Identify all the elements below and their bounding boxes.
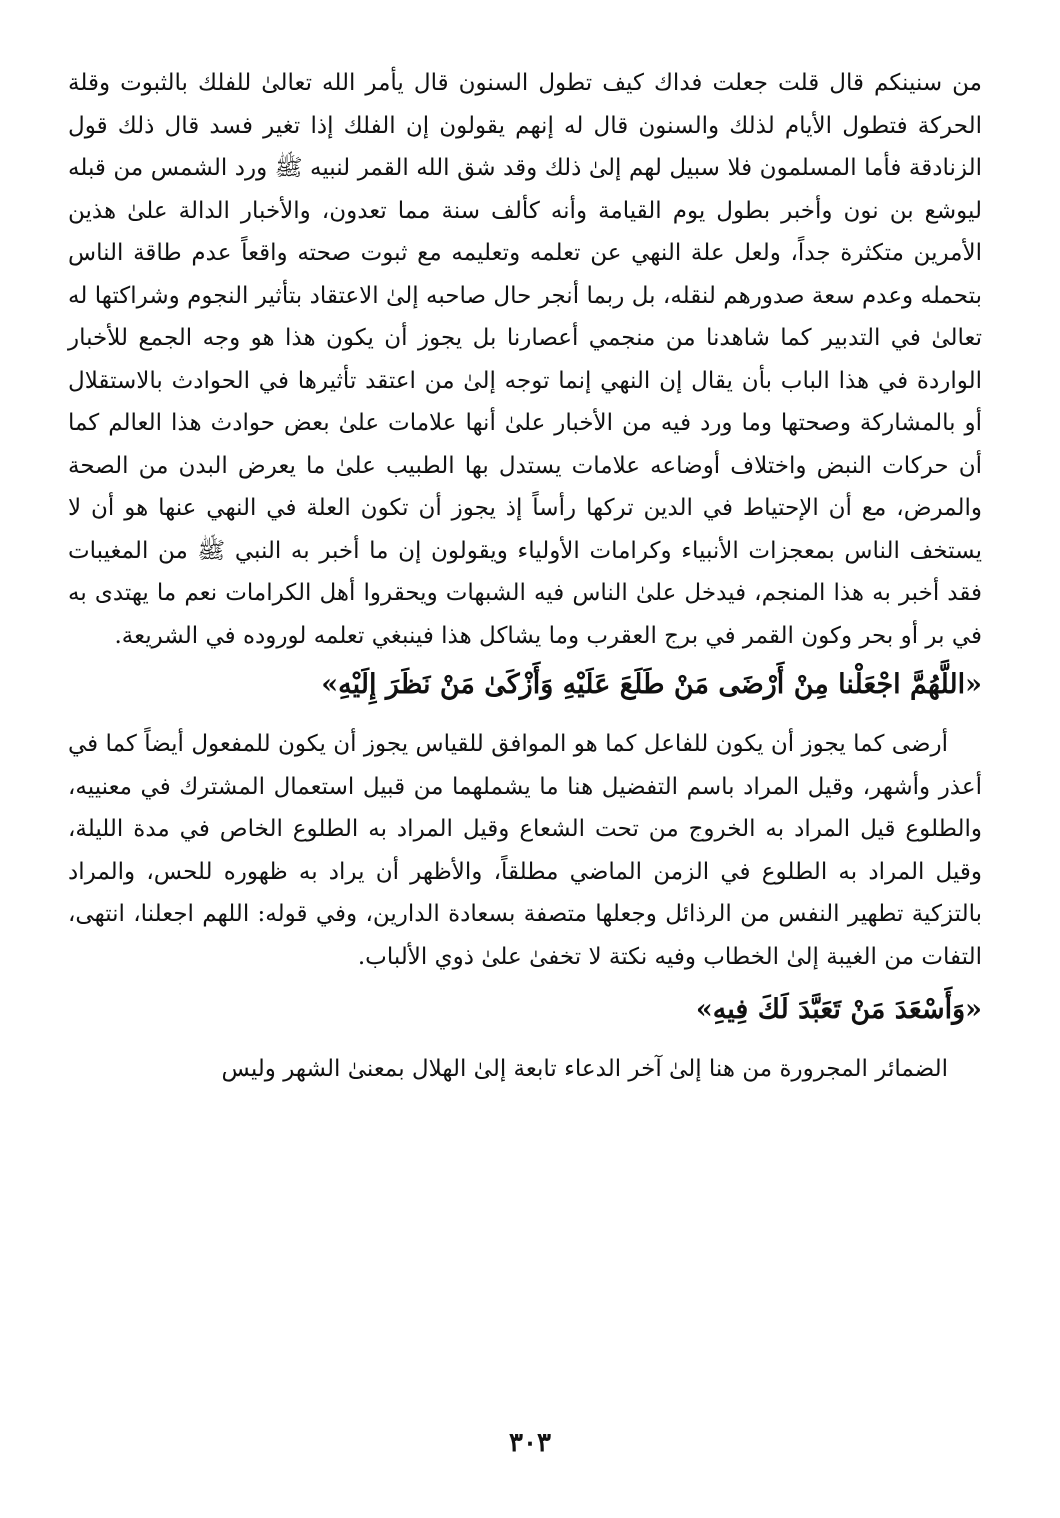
page-number: ٣٠٣ <box>509 1428 551 1458</box>
paragraph-commentary-2: أرضى كما يجوز أن يكون للفاعل كما هو الموافق للقياس يجوز أن يكون للمفعول أيضاً كما في أعذر وأشهر، وقيل المراد باسم التفضيل هنا ما يشملهما من قبيل استعمال المشترك في معنييه، والطلوع قيل المراد به الخروج من تحت الشعاع وقيل المراد به الطلوع الخاص في مدة الليلة، وقيل المراد به الطلوع في الزمن الماضي مطلقاً، والأظهر أن يراد به ظهوره للحس، والمراد بالتزكية تطهير النفس من الرذائل وجعلها متصفة بسعادة الدارين، وفي قوله: اللهم اجعلنا، انتهى، التفات من الغيبة إلىٰ الخطاب وفيه نكتة لا تخفىٰ علىٰ ذوي الألباب. <box>68 731 982 970</box>
supplication-heading-1: «اللَّهُمَّ اجْعَلْنا مِنْ أَرْضَى مَنْ طَلَعَ عَلَيْهِ وَأَزْكَىٰ مَنْ نَظَرَ إِلَيْهِ» <box>321 669 982 700</box>
supplication-heading-2: «وَأَسْعَدَ مَنْ تَعَبَّدَ لَكَ فِيهِ» <box>695 994 982 1025</box>
page-body <box>68 62 982 1091</box>
paragraph-commentary-1: من سنينكم قال قلت جعلت فداك كيف تطول السنون قال يأمر الله تعالىٰ للفلك بالثبوت وقلة الحركة فتطول الأيام لذلك والسنون قال له إنهم يقولون إن الفلك إذا تغير فسد قال ذلك قول الزنادقة فأما المسلمون فلا سبيل لهم إلىٰ ذلك وقد شق الله القمر لنبيه ﷺ ورد الشمس من قبله ليوشع بن نون وأخبر بطول يوم القيامة وأنه كألف سنة مما تعدون، والأخبار الدالة علىٰ هذين الأمرين متكثرة جداً، ولعل علة النهي عن تعلمه وتعليمه مع ثبوت صحته واقعاً عدم طاقة الناس بتحمله وعدم سعة صدورهم لنقله، بل ربما أنجر حال صاحبه إلىٰ الاعتقاد بتأثير النجوم وشراكتها له تعالىٰ في التدبير كما شاهدنا من منجمي أعصارنا بل يجوز أن يكون هذا هو وجه الجمع للأخبار الواردة في هذا الباب بأن يقال إن النهي إنما توجه إلىٰ من اعتقد تأثيرها في الحوادث بالاستقلال أو بالمشاركة وصحتها وما ورد فيه من الأخبار علىٰ أنها علامات علىٰ بعض حوادث هذا العالم كما أن حركات النبض واختلاف أوضاعه علامات يستدل بها الطبيب علىٰ ما يعرض البدن من الصحة والمرض، مع أن الإحتياط في الدين تركها رأساً إذ يجوز أن تكون العلة في النهي عنها هو أن لا يستخف الناس بمعجزات الأنبياء وكرامات الأولياء ويقولون إن ما أخبر به النبي ﷺ من المغيبات فقد أخبر به هذا المنجم، فيدخل علىٰ الناس فيه الشبهات ويحقروا أهل الكرامات نعم ما يهتدى به في بر أو بحر وكون القمر في برج العقرب وما يشاكل هذا فينبغي تعلمه لوروده في الشريعة. <box>68 70 982 649</box>
paragraph-commentary-3: الضمائر المجرورة من هنا إلىٰ آخر الدعاء تابعة إلىٰ الهلال بمعنىٰ الشهر وليس <box>221 1056 948 1082</box>
